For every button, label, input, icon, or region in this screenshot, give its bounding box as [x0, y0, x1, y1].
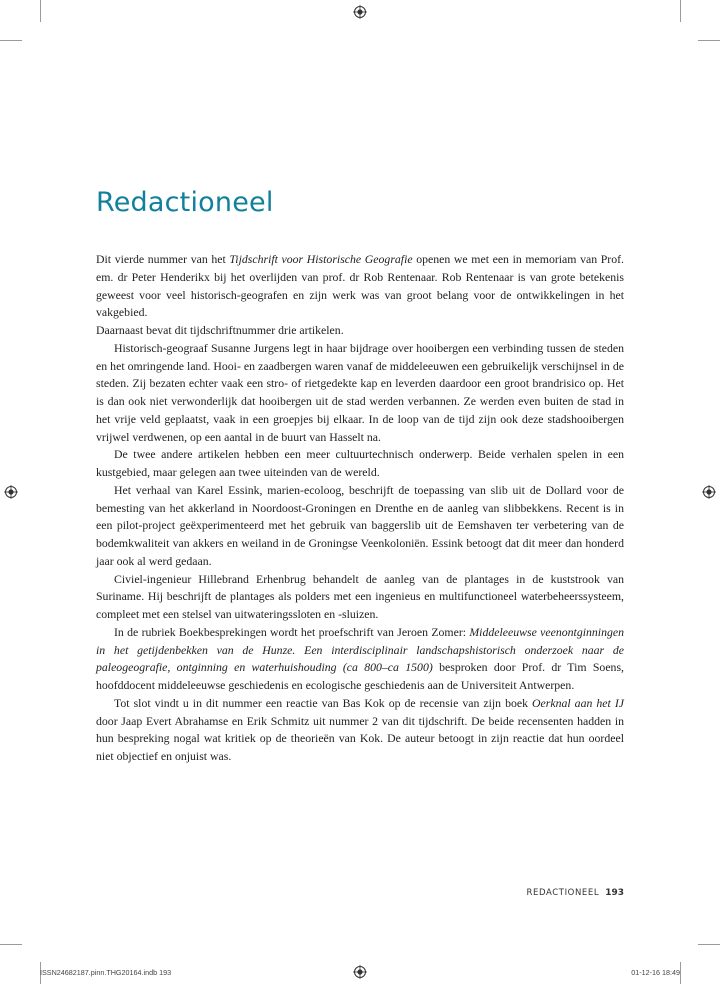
registration-mark-top: [353, 5, 367, 19]
italic-text: Tijdschrift voor Historische Geografie: [229, 252, 413, 266]
page-number: 193: [605, 888, 624, 898]
text: Civiel-ingenieur Hillebrand Erhenbrug behandelt de aanleg van de plantages in de kuststrook van Suriname. Hij beschrijft de plantages als polders met een ingenieus en multifunctioneel waterbeheerssysteem, compleet met een stelsel van uitwateringssloten en -sluizen.: [96, 571, 624, 621]
registration-mark-bottom: [353, 965, 367, 979]
text: De twee andere artikelen hebben een meer cultuurtechnisch onderwerp. Beide verhalen spelen in een kustgebied, maar gelegen aan twee uiteinden van de wereld.: [96, 447, 624, 479]
text: Historisch-geograaf Susanne Jurgens legt in haar bijdrage over hooibergen een verbinding tussen de steden en het omringende land. Hooi- en zaadbergen waren vanaf de middeleeuwen een gebruikelijk verschijnsel in de steden. Zij bezaten echter vaak een stro- of rietgedekte kap en leverden daardoor een groot brandrisico op. Het is dan ook niet verwonderlijk dat hooibergen uit de stad werden verbannen. Ze werden even buiten de stad in het vrije veld geplaatst, vaak in een groepjes bij elkaar. In de loop van de tijd zijn ook deze stadshooibergen vrijwel verdwenen, op een aantal in de buurt van Hasselt na.: [96, 340, 624, 444]
text: Dit vierde nummer van het: [96, 252, 230, 266]
paragraph: [96, 340, 624, 447]
paragraph: [96, 624, 624, 695]
paragraph: [96, 571, 624, 624]
running-footer: [527, 888, 625, 898]
print-slug-date: 01-12-16 18:49: [631, 968, 680, 977]
text: Daarnaast bevat dit tijdschriftnummer drie artikelen.: [96, 323, 344, 337]
registration-mark-right: [702, 485, 716, 499]
text: besproken door Prof. dr Tim Soens, hoofddocent middeleeuwse geschiedenis en ecologische geschiedenis aan de Universiteit Antwerpen.: [96, 660, 624, 692]
text: Het verhaal van Karel Essink, marien-ecoloog, beschrijft de toepassing van slib uit de Dollard voor de bemesting van het akkerland in Noordoost-Groningen en Drenthe en de aanleg van slibbekkens. Recent is in een pilot-project geëxperimenteerd met het gebruik van baggerslib uit de Eemshaven ter verbetering van de bodemkwaliteit van akkers en weiland in de Groningse Veenkoloniën. Essink betoogt dat dit meer dan honderd jaar ook al werd gedaan.: [96, 482, 624, 568]
italic-text: Oerknal aan het IJ: [532, 695, 624, 710]
paragraph: [96, 482, 624, 571]
text: Tot slot vindt u in dit nummer een reactie van Bas Kok op de recensie van zijn boek: [114, 695, 533, 710]
text: openen we met een in memoriam van Prof. em. dr Peter Henderikx bij het overlijden van prof. dr Rob Rentenaar. Rob Rentenaar is van grote betekenis geweest voor veel historisch-geografen en zijn werk was van groot belang voor de ontwikkelingen in het vakgebied.: [96, 252, 624, 320]
text: door Jaap Evert Abrahamse en Erik Schmitz uit nummer 2 van dit tijdschrift. De beide recensenten hadden in hun bespreking nogal wat kritiek op de theorieën van Kok. De auteur betoogt in zijn reactie dat hun oordeel niet objectief en onjuist was.: [96, 713, 624, 763]
page-title: Redactioneel: [96, 187, 274, 218]
text: In de rubriek Boekbesprekingen wordt het proefschrift van Jeroen Zomer:: [114, 624, 470, 639]
paragraph: [96, 322, 624, 340]
paragraph: [96, 695, 624, 766]
italic-text: Middeleeuwse veenontginningen in het getijdenbekken van de Hunze. Een interdisciplinair landschapshistorisch onderzoek naar de paleogeografie, ontginning en waterhuishouding (ca 800–ca 1500): [96, 624, 625, 675]
paragraph: [96, 446, 624, 482]
print-slug-file: ISSN24682187.pinn.THG20164.indb 193: [40, 968, 172, 977]
footer-section: REDACTIONEEL: [526, 888, 600, 898]
paragraph: [96, 251, 624, 322]
article-body: [96, 251, 624, 766]
registration-mark-left: [4, 485, 18, 499]
